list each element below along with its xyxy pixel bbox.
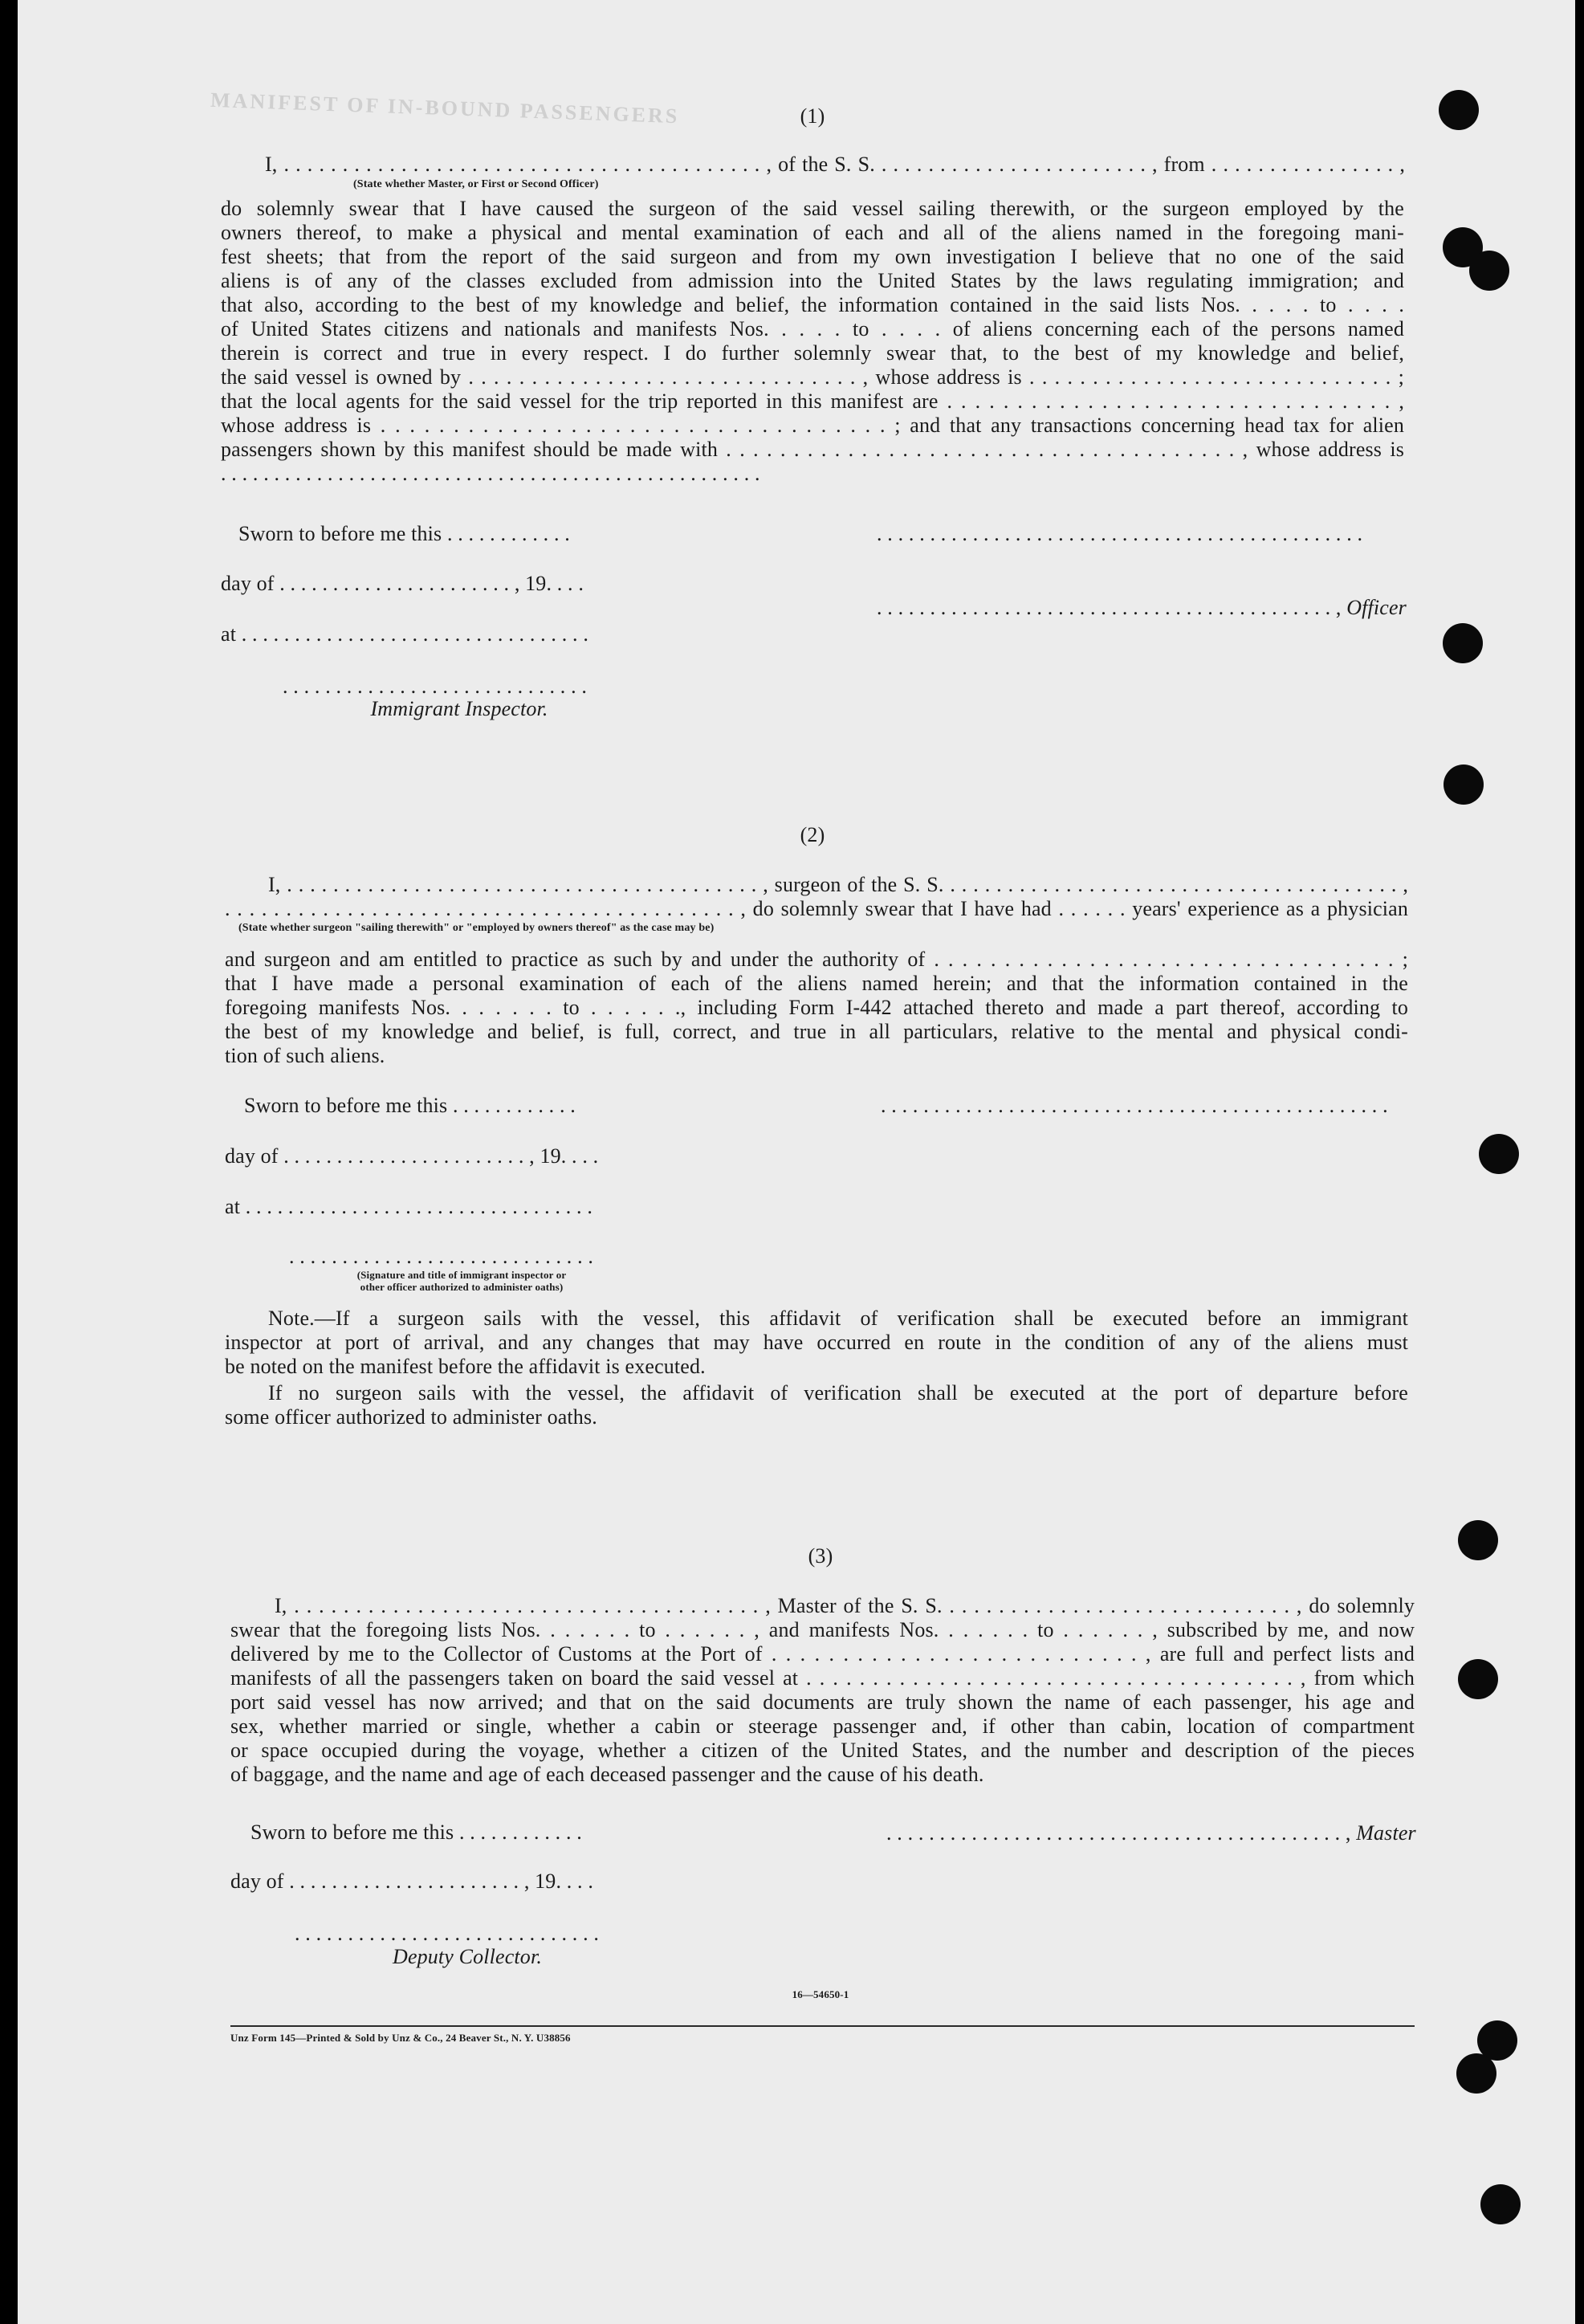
affidavit-line: of baggage, and the name and age of each deceased passenger and the cause of his death. bbox=[230, 1763, 984, 1786]
affidavit-line: . . . . . . . . . . . . . . . . . . . . . . . . . . . . . . . . . . . . . . . . . . . . . . . . . . . bbox=[221, 462, 760, 485]
inspector-signature-line: . . . . . . . . . . . . . . . . . . . . . . . . . . . . . bbox=[283, 675, 588, 698]
bleed-through-text: MANIFEST OF IN-BOUND PASSENGERS bbox=[210, 88, 680, 128]
day-of-line: day of . . . . . . . . . . . . . . . . . . . . . . . , 19. . . . bbox=[225, 1144, 599, 1168]
footer-rule bbox=[230, 2025, 1415, 2027]
affidavit-line: the best of my knowledge and belief, is full, correct, and true in all particulars, relative to the mental and physical condi- bbox=[225, 1020, 1408, 1043]
note-line: some officer authorized to administer oaths. bbox=[225, 1405, 597, 1429]
affidavit-line: whose address is . . . . . . . . . . . . . . . . . . . . . . . . . . . . . . . . . . . ; and that any transactions concerning head tax for alien bbox=[221, 414, 1404, 437]
sworn-line: Sworn to before me this . . . . . . . . . . . . bbox=[244, 1094, 576, 1117]
at-line: at . . . . . . . . . . . . . . . . . . . . . . . . . . . . . . . . . bbox=[221, 622, 588, 646]
collector-signature-line: . . . . . . . . . . . . . . . . . . . . . . . . . . . . . bbox=[295, 1922, 600, 1945]
sworn-line: Sworn to before me this . . . . . . . . . . . . bbox=[250, 1820, 582, 1844]
affidavit-line: of United States citizens and nationals and manifests Nos. . . . . to . . . . of aliens concerning each of the persons named bbox=[221, 317, 1404, 340]
officer-signature-line bbox=[877, 596, 1407, 620]
printer-imprint: Unz Form 145—Printed & Sold by Unz & Co., 24 Beaver St., N. Y. U38856 bbox=[230, 2032, 571, 2044]
form-code: 16—54650-1 bbox=[792, 1988, 849, 2000]
punch-hole bbox=[1439, 90, 1479, 130]
signature-line: . . . . . . . . . . . . . . . . . . . . . . . . . . . . . . . . . . . . . . . . . . . . . . . . bbox=[881, 1094, 1388, 1117]
inspector-note: (Signature and title of immigrant inspector or bbox=[356, 1269, 567, 1281]
form-sheet bbox=[18, 0, 1575, 2324]
affidavit-line: therein is correct and true in every respect. I do further solemnly swear that, to the best of my knowledge and belief, bbox=[221, 341, 1404, 365]
master-signature-line bbox=[886, 1821, 1416, 1845]
affidavit-line: that also, according to the best of my knowledge and belief, the information contained in the said lists Nos. . . . . to . . . . bbox=[221, 293, 1404, 316]
master-label: Master bbox=[1356, 1821, 1416, 1845]
note-line: be noted on the manifest before the affidavit is executed. bbox=[225, 1355, 706, 1378]
affidavit-line: port said vessel has now arrived; and that on the said documents are truly shown the name of each passenger, his age and bbox=[230, 1690, 1415, 1714]
affidavit-line: or space occupied during the voyage, whether a citizen of the United States, and the number and description of the pieces bbox=[230, 1739, 1415, 1762]
section-number: (1) bbox=[800, 104, 825, 128]
officer-dots: . . . . . . . . . . . . . . . . . . . . . . . . . . . . . . . . . . . . . . . . . . . , bbox=[877, 596, 1342, 619]
affidavit-line: do solemnly swear that I have caused the surgeon of the said vessel sailing therewith, or the surgeon employed by the bbox=[221, 197, 1404, 220]
section-number: (2) bbox=[800, 823, 825, 846]
collector-label: Deputy Collector. bbox=[393, 1945, 542, 1968]
affidavit-line: foregoing manifests Nos. . . . . . . to . . . . . ., including Form I-442 attached thereto and made a part thereof, according to bbox=[225, 996, 1408, 1019]
affidavit-line: swear that the foregoing lists Nos. . . . . . . to . . . . . . , and manifests Nos. . . . . . . to . . . . . . , subscribed by me, and now bbox=[230, 1618, 1415, 1641]
inspector-label: Immigrant Inspector. bbox=[370, 697, 548, 720]
affidavit-line: sex, whether married or single, whether a cabin or steerage passenger and, if other than cabin, location of compartment bbox=[230, 1714, 1415, 1738]
affidavit-line: manifests of all the passengers taken on board the said vessel at . . . . . . . . . . . . . . . . . . . . . . . . . . . . . . . . . . . . . , from which bbox=[230, 1666, 1415, 1690]
officer-label: Officer bbox=[1346, 596, 1407, 619]
punch-hole bbox=[1444, 764, 1484, 805]
affidavit-line: I, . . . . . . . . . . . . . . . . . . . . . . . . . . . . . . . . . . . . . . . . . , surgeon of the S. S. . . . . . . . . . . . . . . . . . . . . . . . . . . . . . . . . . . . . . . . , bbox=[268, 873, 1408, 896]
inspector-signature-line: . . . . . . . . . . . . . . . . . . . . . . . . . . . . . bbox=[289, 1245, 594, 1268]
affidavit-line: fest sheets; that from the report of the said surgeon and from my own investigation I believe that no one of the said bbox=[221, 245, 1404, 268]
punch-hole bbox=[1458, 1659, 1498, 1699]
inspector-note: other officer authorized to administer oaths) bbox=[360, 1281, 564, 1293]
field-note: (State whether Master, or First or Second Officer) bbox=[353, 178, 599, 190]
affidavit-line: . . . . . . . . . . . . . . . . . . . . . . . . . . . . . . . . . . . . . . . . . . , do solemnly swear that I have had . . . . . . years' experience as a physician bbox=[225, 897, 1408, 920]
master-dots: . . . . . . . . . . . . . . . . . . . . . . . . . . . . . . . . . . . . . . . . . . . , bbox=[886, 1821, 1351, 1845]
note-line: inspector at port of arrival, and any changes that may have occurred en route in the condition of any of the aliens must bbox=[225, 1331, 1408, 1354]
punch-hole bbox=[1456, 2053, 1496, 2094]
affidavit-line: that I have made a personal examination of each of the aliens named herein; and that the information contained in the bbox=[225, 972, 1408, 995]
punch-hole bbox=[1443, 623, 1483, 663]
sworn-line: Sworn to before me this . . . . . . . . . . . . bbox=[238, 522, 570, 545]
affidavit-line: aliens is of any of the classes excluded from admission into the United States by the laws regulating immigration; and bbox=[221, 269, 1404, 292]
affidavit-line: the said vessel is owned by . . . . . . . . . . . . . . . . . . . . . . . . . . . . . . . , whose address is . . . . . . . . . . . . . . . . . . . . . . . . . . . . . ; bbox=[221, 365, 1404, 389]
affidavit-line: I, . . . . . . . . . . . . . . . . . . . . . . . . . . . . . . . . . . . . . . , Master of the S. S. . . . . . . . . . . . . . . . . . . . . . . . . . . . . , do solemnly bbox=[275, 1594, 1415, 1617]
section-number: (3) bbox=[808, 1544, 833, 1568]
punch-hole bbox=[1479, 1134, 1519, 1174]
punch-hole bbox=[1480, 2184, 1521, 2224]
affidavit-line: delivered by me to the Collector of Customs at the Port of . . . . . . . . . . . . . . . . . . . . . . . . . . , are full and perfect lists and bbox=[230, 1642, 1415, 1666]
punch-hole bbox=[1469, 251, 1509, 291]
affidavit-line: tion of such aliens. bbox=[225, 1044, 385, 1067]
field-note: (State whether surgeon "sailing therewith" or "employed by owners thereof" as the case may be) bbox=[238, 922, 715, 934]
affidavit-line: and surgeon and am entitled to practice as such by and under the authority of . . . . . . . . . . . . . . . . . . . . . . . . . . . . . . . . . ; bbox=[225, 948, 1408, 971]
affidavit-line: that the local agents for the said vessel for the trip reported in this manifest are . . . . . . . . . . . . . . . . . . . . . . . . . . . . . . . . , bbox=[221, 389, 1404, 413]
punch-hole bbox=[1458, 1520, 1498, 1560]
day-of-line: day of . . . . . . . . . . . . . . . . . . . . . . , 19. . . . bbox=[221, 572, 584, 595]
note-line: Note.—If a surgeon sails with the vessel, this affidavit of verification shall be executed before an immigrant bbox=[268, 1307, 1408, 1330]
note-line: If no surgeon sails with the vessel, the affidavit of verification shall be executed at the port of departure before bbox=[268, 1381, 1408, 1405]
affidavit-line: owners thereof, to make a physical and mental examination of each and all of the aliens named in the foregoing mani- bbox=[221, 221, 1404, 244]
affidavit-line: passengers shown by this manifest should be made with . . . . . . . . . . . . . . . . . . . . . . . . . . . . . . . . . . . . . . , whose address is bbox=[221, 438, 1404, 461]
day-of-line: day of . . . . . . . . . . . . . . . . . . . . . . , 19. . . . bbox=[230, 1869, 593, 1893]
signature-line: . . . . . . . . . . . . . . . . . . . . . . . . . . . . . . . . . . . . . . . . . . . . . . bbox=[877, 522, 1363, 545]
affidavit-line: I, . . . . . . . . . . . . . . . . . . . . . . . . . . . . . . . . . . . . . . . . . , of the S. S. . . . . . . . . . . . . . . . . . . . . . . . , from . . . . . . . . . . . . . . . . , bbox=[265, 153, 1405, 176]
at-line: at . . . . . . . . . . . . . . . . . . . . . . . . . . . . . . . . . bbox=[225, 1195, 592, 1218]
